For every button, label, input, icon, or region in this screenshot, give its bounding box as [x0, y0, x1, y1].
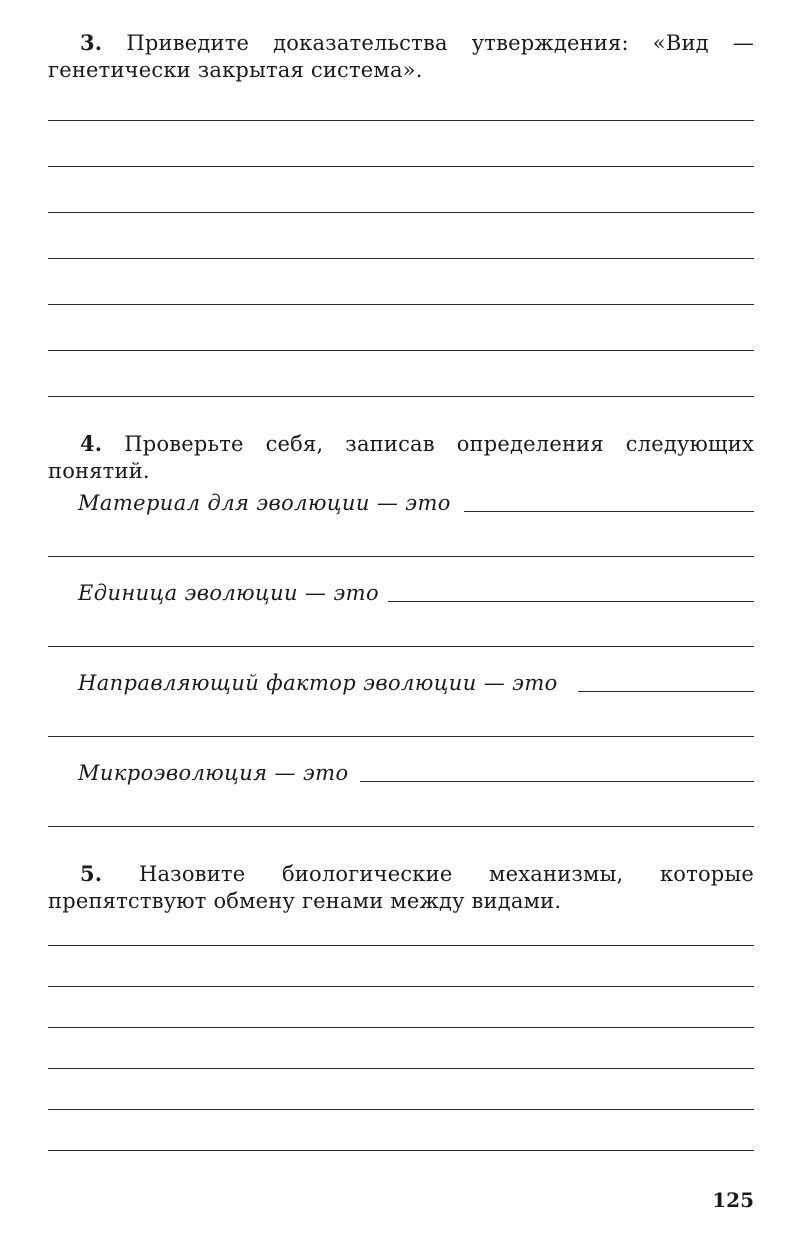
task-3-text [48, 29, 754, 84]
term-microevolution: Микроэволюция — это [78, 761, 349, 785]
answer-line[interactable] [48, 646, 754, 647]
answer-line[interactable] [48, 258, 754, 259]
answer-line[interactable] [48, 396, 754, 397]
task-5-number: 5. [80, 861, 103, 886]
task-4-text [48, 430, 754, 485]
answer-line[interactable] [48, 556, 754, 557]
term-directing-factor: Направляющий фактор эволюции — это [78, 671, 558, 695]
answer-line[interactable] [48, 986, 754, 987]
task-4-question: Проверьте себя, записав определения следующих понятий. [48, 432, 754, 483]
answer-line[interactable] [360, 781, 754, 782]
task-5-text [48, 860, 754, 915]
answer-line[interactable] [48, 826, 754, 827]
task-4-number: 4. [80, 431, 103, 456]
task-3-number: 3. [80, 30, 103, 55]
answer-line[interactable] [48, 736, 754, 737]
answer-line[interactable] [48, 1027, 754, 1028]
answer-line[interactable] [578, 691, 754, 692]
term-evolution-unit: Единица эволюции — это [78, 581, 380, 605]
answer-line[interactable] [48, 945, 754, 946]
task-5-question: Назовите биологические механизмы, которые препятствуют обмену генами между видами. [48, 862, 754, 913]
answer-line[interactable] [464, 511, 754, 512]
answer-line[interactable] [48, 120, 754, 121]
page-number: 125 [712, 1188, 754, 1212]
answer-line[interactable] [48, 350, 754, 351]
answer-line[interactable] [48, 166, 754, 167]
term-evolution-material: Материал для эволюции — это [78, 491, 451, 515]
task-3-question: Приведите доказательства утверждения: «Вид — генетически закрытая система». [48, 31, 754, 82]
answer-line[interactable] [48, 1150, 754, 1151]
answer-line[interactable] [48, 304, 754, 305]
answer-line[interactable] [48, 1068, 754, 1069]
answer-line[interactable] [48, 1109, 754, 1110]
answer-line[interactable] [388, 601, 754, 602]
answer-line[interactable] [48, 212, 754, 213]
